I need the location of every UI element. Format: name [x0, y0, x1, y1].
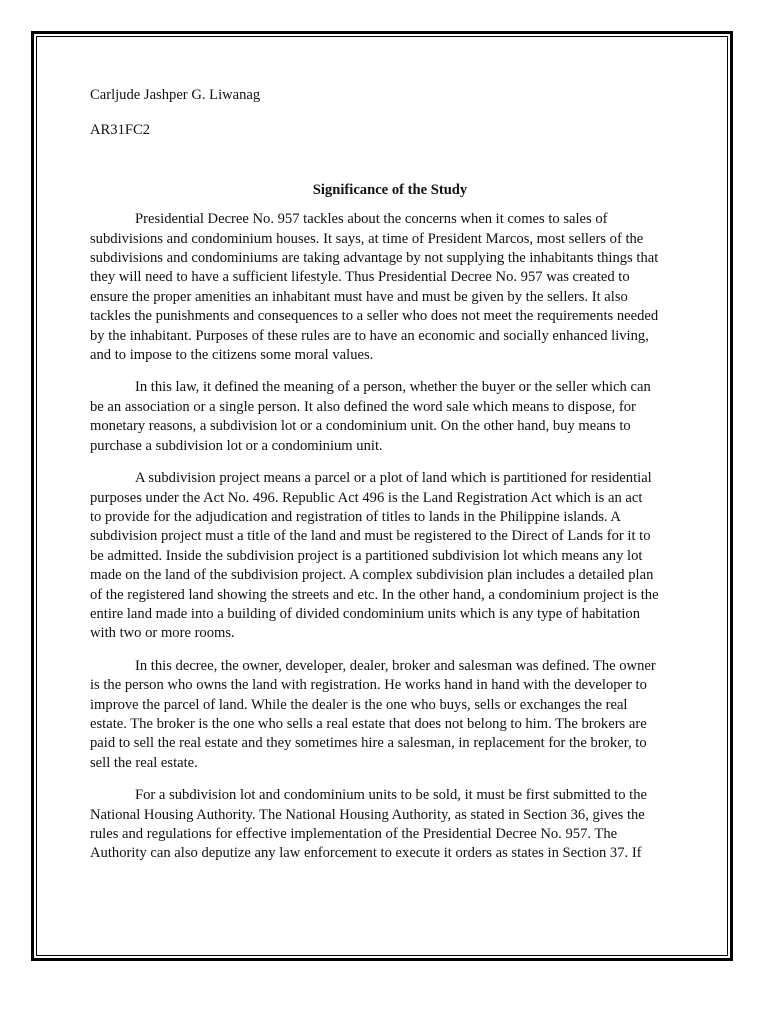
text-line: subdivisions and condominium houses. It says, at time of President Marcos, most sellers of the — [90, 230, 644, 247]
text-line: with two or more rooms. — [90, 625, 235, 642]
text-line: subdivision project must a title of the land and must be registered to the Direct of Lands for it to — [90, 528, 651, 545]
text-line: National Housing Authority. The National Housing Authority, as stated in Section 36, gives the — [90, 806, 645, 823]
text-line: by the inhabitant. Purposes of these rules are to have an economic and socially enhanced living, — [90, 327, 649, 344]
text-line: purchase a subdivision lot or a condominium unit. — [90, 437, 383, 454]
text-line: tackles the punishments and consequences to a seller who does not meet the requirements needed — [90, 308, 659, 325]
text-line: of the registered land showing the streets and etc. In the other hand, a condominium project is the — [90, 586, 659, 603]
text-line: Presidential Decree No. 957 tackles about the concerns when it comes to sales of — [135, 211, 608, 228]
text-line: sell the real estate. — [90, 754, 198, 771]
text-line: rules and regulations for effective implementation of the Presidential Decree No. 957. The — [90, 826, 618, 842]
text-line: is the person who owns the land with registration. He works hand in hand with the developer to — [90, 677, 647, 694]
paragraph — [90, 469, 690, 644]
paragraph — [90, 786, 690, 864]
text-line: improve the parcel of land. While the dealer is the one who buys, sells or exchanges the real — [90, 696, 628, 713]
text-line: purposes under the Act No. 496. Republic Act 496 is the Land Registration Act which is an act — [90, 489, 643, 506]
text-line: For a subdivision lot and condominium units to be sold, it must be first submitted to the — [135, 787, 647, 804]
paragraph — [90, 210, 690, 365]
text-line: Authority can also deputize any law enforcement to execute it orders as states in Section 37. If — [90, 845, 642, 862]
course-code: AR31FC2 — [90, 122, 151, 139]
text-line: they will need to have a sufficient lifestyle. Thus Presidential Decree No. 957 was created to — [90, 269, 630, 286]
document-body — [90, 86, 690, 864]
text-line: entire land made into a building of divided condominium units which is any type of habitation — [90, 605, 641, 622]
text-line: to provide for the adjudication and registration of titles to lands in the Philippine islands. A — [90, 508, 621, 525]
text-line: and to impose to the citizens some moral values. — [90, 347, 374, 364]
text-line: be an association or a single person. It also defined the word sale which means to dispose, for — [90, 398, 636, 415]
text-line: In this decree, the owner, developer, dealer, broker and salesman was defined. The owner — [135, 657, 656, 674]
text-line: subdivisions and condominiums are taking advantage by not supplying the inhabitants things that — [90, 250, 659, 267]
text-line: paid to sell the real estate and they sometimes hire a salesman, in replacement for the broker, to — [90, 735, 647, 752]
text-line: estate. The broker is the one who sells a real estate that does not belong to him. The brokers are — [90, 715, 647, 732]
text-line: be admitted. Inside the subdivision project is a partitioned subdivision lot which means any lot — [90, 547, 643, 564]
paragraphs — [90, 210, 690, 864]
paragraph — [90, 657, 690, 773]
paragraph — [90, 378, 690, 456]
document-title: Significance of the Study — [312, 181, 468, 198]
author-name: Carljude Jashper G. Liwanag — [90, 87, 261, 103]
text-line: In this law, it defined the meaning of a person, whether the buyer or the seller which can — [135, 379, 651, 396]
text-line: monetary reasons, a subdivision lot or a condominium unit. On the other hand, buy means to — [90, 418, 631, 435]
text-line: A subdivision project means a parcel or a plot of land which is partitioned for residential — [135, 470, 652, 487]
text-line: ensure the proper amenities an inhabitant must have and must be given by the sellers. It also — [90, 288, 628, 305]
text-line: made on the land of the subdivision project. A complex subdivision plan includes a detailed plan — [90, 567, 654, 584]
